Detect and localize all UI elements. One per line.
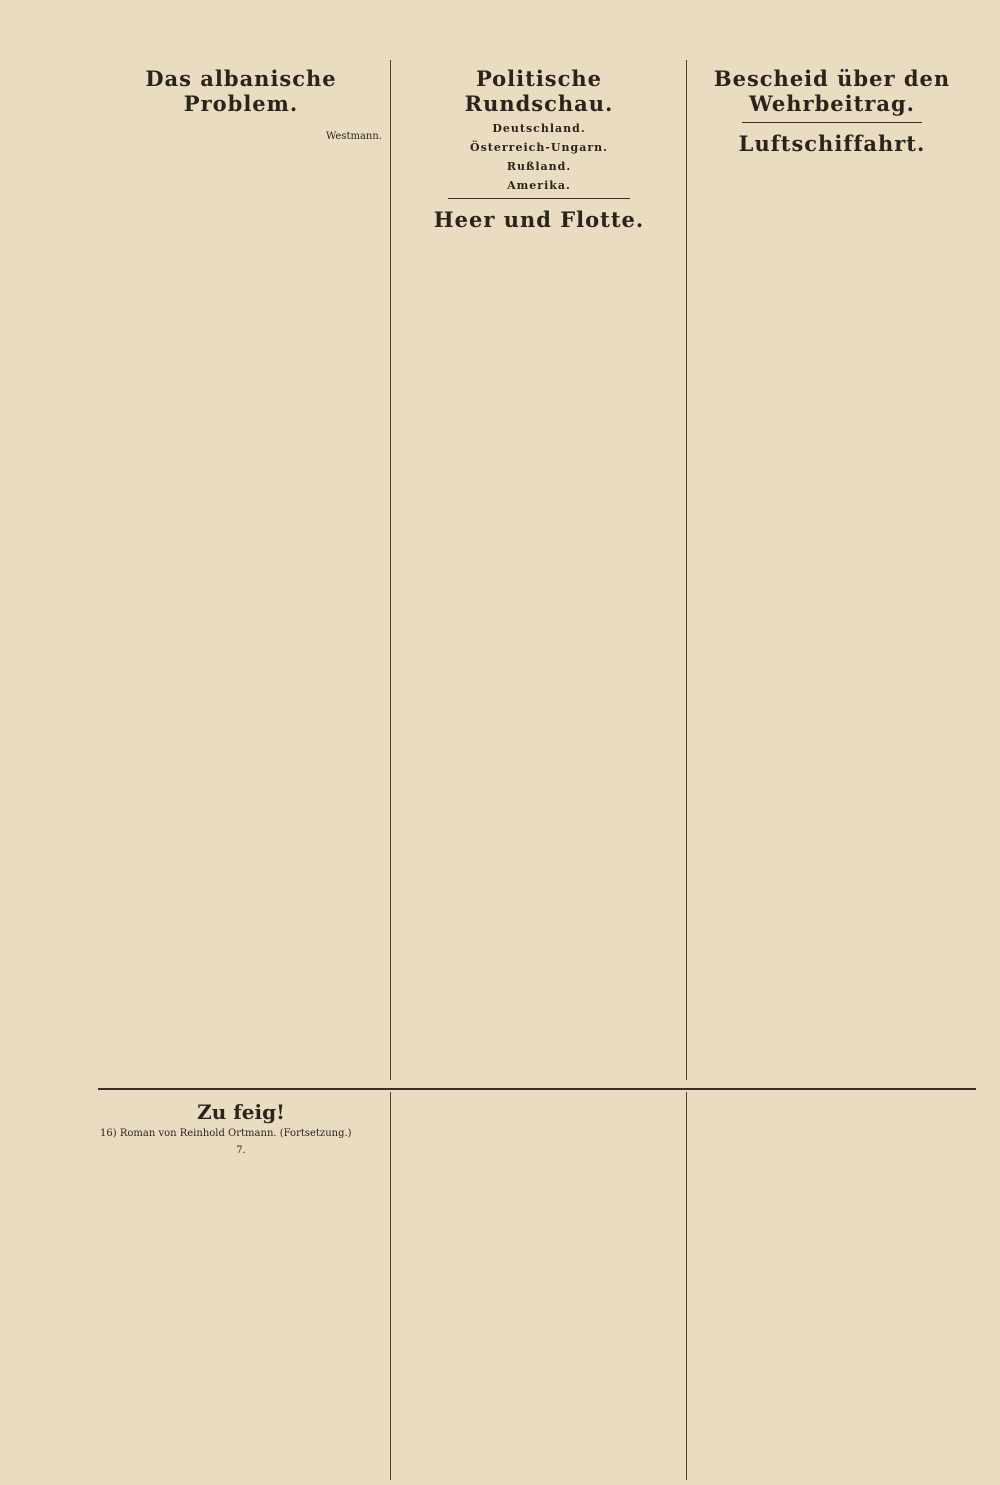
feuilleton-author: Roman von Reinhold Ortmann. xyxy=(119,1128,277,1139)
chapter-number: 7. xyxy=(236,1145,246,1156)
article-headline: Das albanische Problem. xyxy=(145,66,337,116)
column-rule-1 xyxy=(390,60,391,1080)
section-heading: Rußland. xyxy=(506,160,572,173)
article-albanian-problem xyxy=(100,58,382,1080)
feuilleton-column-1 xyxy=(100,1098,382,1478)
feuilleton-number: 16) xyxy=(100,1128,117,1139)
feuilleton-body xyxy=(692,1098,972,1107)
article-headline-aviation: Luftschiffahrt. xyxy=(738,131,926,156)
article-headline: Politische Rundschau. xyxy=(464,66,614,116)
article-political-review xyxy=(398,58,680,1080)
article-column-3 xyxy=(692,58,972,1080)
feuilleton-column-3 xyxy=(692,1098,972,1478)
column-rule-2 xyxy=(686,60,687,1080)
section-heading: Österreich-Ungarn. xyxy=(470,141,608,154)
article-headline-army-navy: Heer und Flotte. xyxy=(433,207,645,232)
article-body xyxy=(692,160,972,169)
feuilleton-body xyxy=(100,1162,382,1171)
feuilleton-rule-2 xyxy=(686,1092,687,1480)
article-body xyxy=(100,120,382,129)
feuilleton-title: Zu feig! xyxy=(197,1100,285,1124)
divider xyxy=(742,122,922,123)
section-heading: Amerika. xyxy=(507,179,571,192)
feuilleton-body xyxy=(398,1098,680,1107)
feuilleton-note: (Fortsetzung.) xyxy=(279,1128,352,1139)
feuilleton-rule-1 xyxy=(390,1092,391,1480)
feuilleton-rule xyxy=(98,1088,976,1090)
article-byline: Westmann. xyxy=(325,131,382,142)
article-headline-defence-levy: Bescheid über den Wehrbeitrag. xyxy=(713,66,951,116)
feuilleton-column-2 xyxy=(398,1098,680,1478)
divider xyxy=(448,198,630,199)
feuilleton-subtitle xyxy=(100,1128,382,1139)
article-body xyxy=(398,236,680,245)
section-heading: Deutschland. xyxy=(492,122,586,135)
